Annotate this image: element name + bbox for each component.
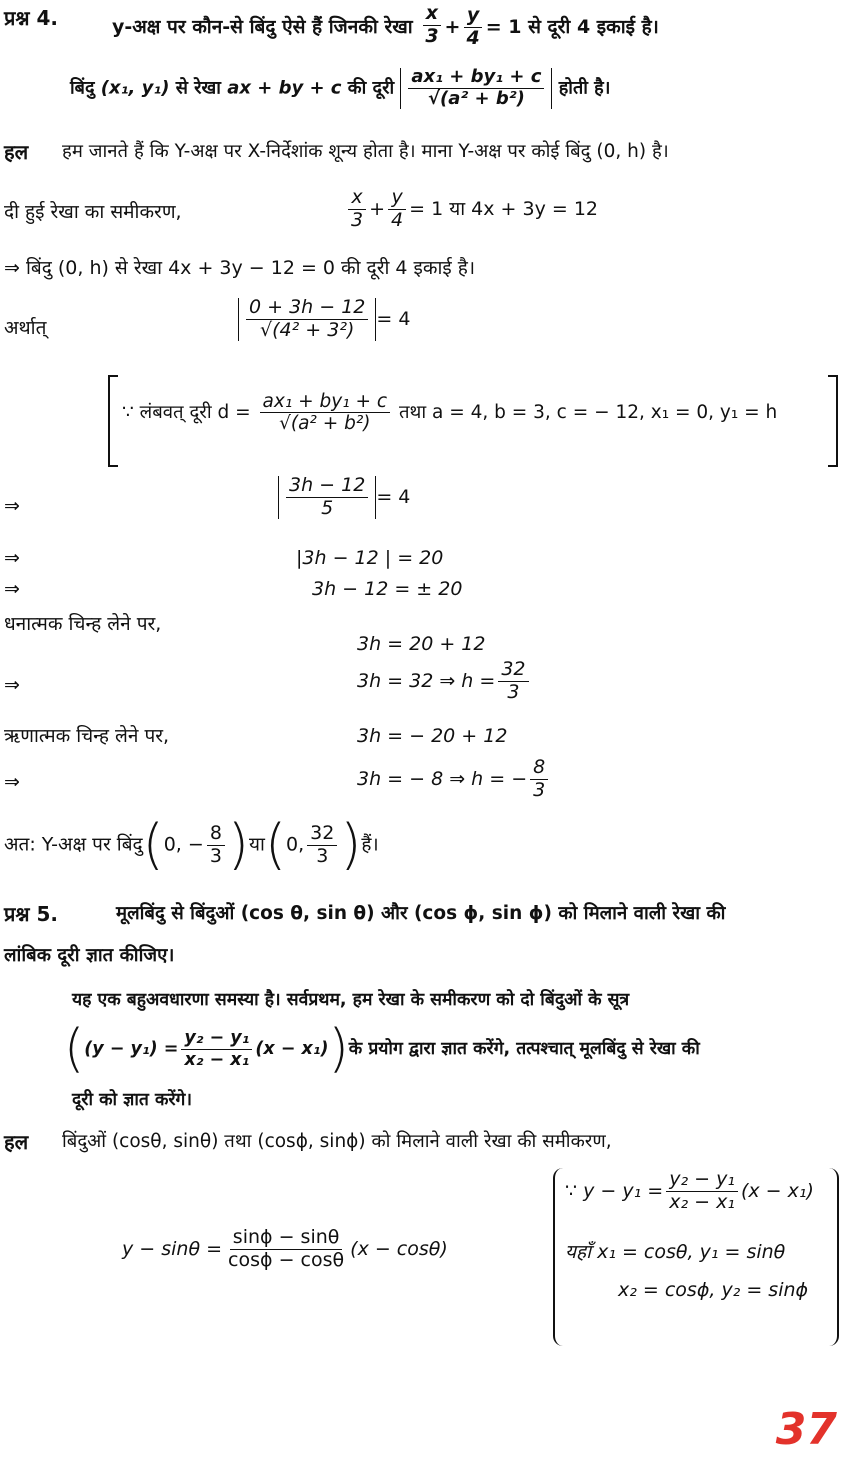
side-box-line-2: यहाँ x₁ = cosθ, y₁ = sinθ: [565, 1241, 786, 1263]
side-box-line-3: x₂ = cosϕ, y₂ = sinϕ: [618, 1279, 809, 1301]
solution-4-line-1: हम जानते हैं कि Y-अक्ष पर X-निर्देशांक शून्य होता है। माना Y-अक्ष पर कोई बिंदु (0, h) है।: [62, 141, 669, 162]
distance-formula-hint: बिंदु (x₁, y₁) से रेखा ax + by + c की दूरी $\frac{\text{ax₁ + by₁ + c}}{\text{√(a² + b²)}}$ होती है।: [70, 66, 611, 109]
arrow-2: ⇒: [4, 547, 20, 569]
step-plus-minus: 3h − 12 = ± 20: [312, 578, 463, 600]
arrow-1: ⇒: [4, 495, 20, 517]
given-line-label: दी हुई रेखा का समीकरण,: [4, 201, 182, 223]
question-4-text-a: y-अक्ष पर कौन-से बिंदु ऐसे हैं जिनकी रेखा: [112, 15, 413, 38]
solution-5-label: हल: [4, 1130, 29, 1154]
note-line-3: दूरी को ज्ञात करेंगे।: [72, 1090, 193, 1110]
arrow-4: ⇒: [4, 674, 20, 696]
distance-equation: $\frac{0 + 3h - 12}{\text{√(4² + 3²)}}$ = 4: [238, 298, 410, 341]
page-number: 37: [775, 1404, 837, 1455]
left-bracket: [108, 375, 118, 467]
negative-step-2: 3h = − 8 ⇒ h = − $\frac{8}{3}$: [357, 758, 551, 801]
arrow-5: ⇒: [4, 771, 20, 793]
positive-step-2: 3h = 32 ⇒ h = $\frac{32}{3}$: [357, 660, 532, 703]
line-equals: = 1: [485, 15, 522, 38]
note-line-1: यह एक बहुअवधारणा समस्या है। सर्वप्रथम, हम रेखा के समीकरण को दो बिंदुओं के सूत्र: [72, 990, 630, 1010]
plus-sign: +: [444, 15, 461, 38]
solution-4-label: हल: [4, 140, 29, 164]
perpendicular-distance-note: ∵ लंबवत् दूरी d = $\frac{\text{ax₁ + by₁ + c}}{\text{√(a² + b²)}}$ तथा a = 4, b = 3, c = − 12, x₁ = 0, y₁ = h: [122, 391, 778, 435]
line-fraction-x3: $\frac{x}{3}$: [422, 4, 441, 47]
side-box-line-1: ∵ y − y₁ = $\frac{\text{y₂ − y₁}}{\text{x₂ − x₁}}$ (x − x₁): [565, 1168, 814, 1213]
note-line-2: ((y − y₁) = $\frac{\text{y₂ − y₁}}{\text{x₂ − x₁}}$ (x − x₁))के प्रयोग द्वारा ज्ञात करेंगे, तत्पश्चात् मूलबिंदु से रेखा की: [64, 1019, 700, 1079]
answer-4: अत: Y-अक्ष पर बिंदु(0, − $\frac{8}{3}$ )या(0, $\frac{32}{3}$ )हैं।: [4, 813, 379, 876]
question-4-text: [112, 2, 659, 49]
question-5-text-a: मूलबिंदु से बिंदुओं (cos θ, sin θ) और (cos ϕ, sin ϕ) को मिलाने वाली रेखा की: [116, 903, 726, 924]
question-4-text-b: से दूरी 4 इकाई है।: [528, 15, 659, 38]
positive-sign-label: धनात्मक चिन्ह लेने पर,: [4, 613, 162, 635]
question-5-text-b: लांबिक दूरी ज्ञात कीजिए।: [4, 945, 175, 966]
distance-formula-abs: $\frac{\text{ax₁ + by₁ + c}}{\text{√(a² + b²)}}$: [400, 68, 552, 109]
line-equation-5: y − sinθ = $\frac{\sin\phi - \sin\theta}{\cos\phi - \cos\theta}$ (x − cosθ): [122, 1226, 448, 1271]
given-line-equation: $\frac{x}{3}$ + $\frac{y}{4}$ = 1 या 4x + 3y = 12: [345, 188, 598, 231]
question-5-label: प्रश्न 5.: [4, 902, 58, 926]
solution-4-line-3: ⇒ बिंदु (0, h) से रेखा 4x + 3y − 12 = 0 की दूरी 4 इकाई है।: [4, 257, 476, 279]
right-bracket: [828, 375, 838, 467]
negative-step-1: 3h = − 20 + 12: [357, 725, 508, 747]
positive-step-1: 3h = 20 + 12: [357, 633, 486, 655]
arthat-label: अर्थात्: [4, 317, 47, 339]
step-abs-fraction: $\frac{3h - 12}{5}$ = 4: [278, 476, 410, 519]
negative-sign-label: ऋणात्मक चिन्ह लेने पर,: [4, 725, 170, 747]
arrow-3: ⇒: [4, 578, 20, 600]
line-fraction-y4: $\frac{y}{4}$: [463, 6, 482, 49]
solution-5-line-1: बिंदुओं (cosθ, sinθ) तथा (cosϕ, sinϕ) को मिलाने वाली रेखा की समीकरण,: [62, 1131, 612, 1152]
question-4-label: प्रश्न 4.: [4, 6, 58, 30]
step-abs-value: |3h − 12 | = 20: [296, 547, 444, 569]
